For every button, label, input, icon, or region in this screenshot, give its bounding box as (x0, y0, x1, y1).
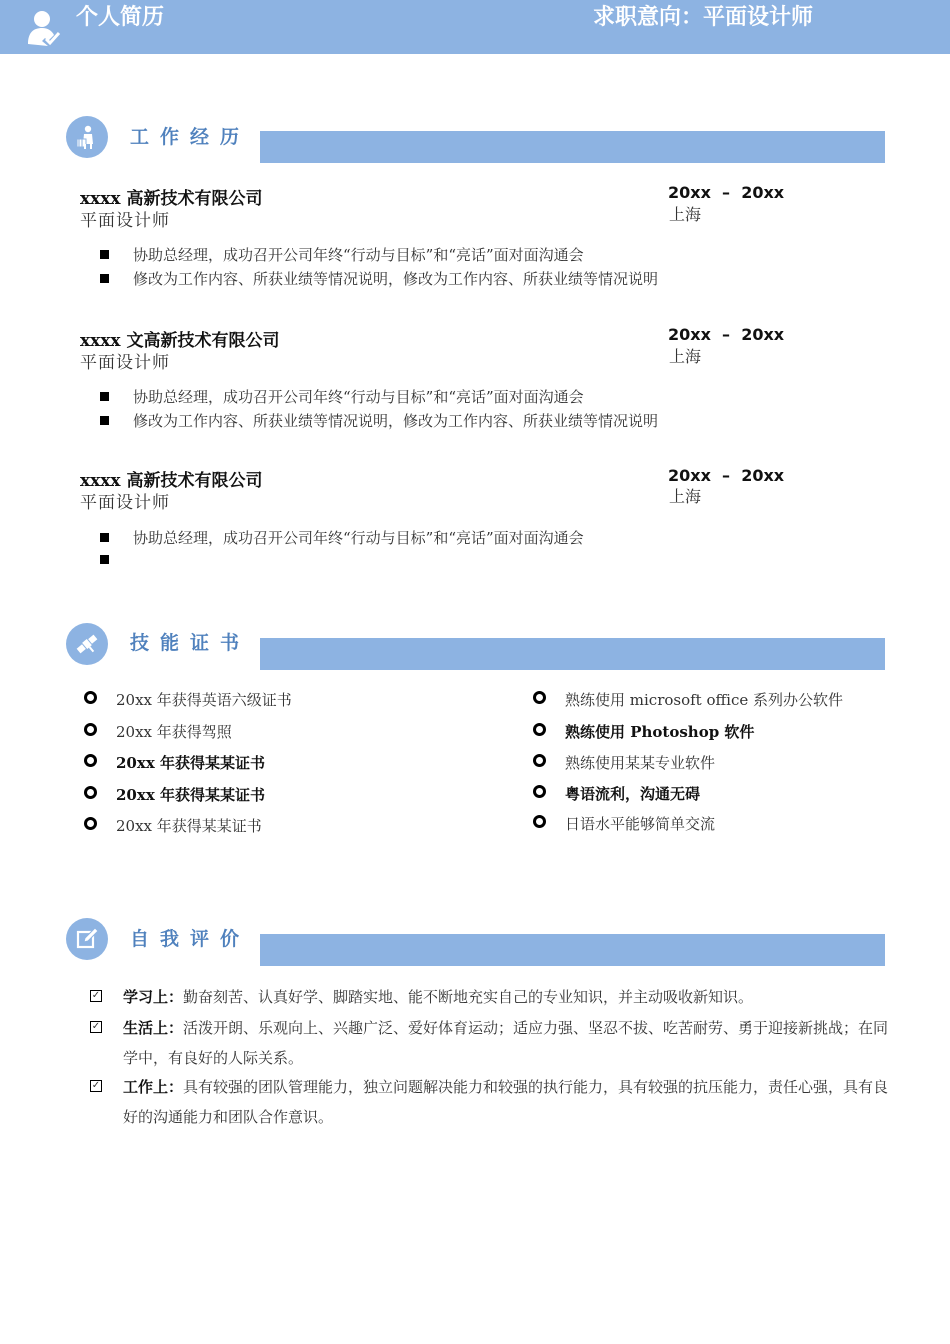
section-title-evaluation: 自我评价 (130, 928, 251, 950)
job-date: 20xx – 20xx (668, 325, 785, 344)
edit-icon (66, 918, 108, 960)
briefcase-person-icon (66, 116, 108, 158)
job-bullet: 修改为工作内容、所获业绩等情况说明，修改为工作内容、所获业绩等情况说明 (100, 267, 658, 291)
skill-item: 20xx 年获得某某证书 (84, 753, 265, 773)
skill-item: 20xx 年获得驾照 (84, 722, 232, 742)
skill-item: 粤语流利，沟通无碍 (533, 784, 700, 804)
job-company: xxxx 高新技术有限公司 (80, 189, 263, 209)
section-title-skills: 技能证书 (130, 632, 251, 654)
resume-title: 个人简历 (76, 5, 165, 30)
skill-item: 日语水平能够简单交流 (533, 814, 715, 834)
job-intent: 求职意向：平面设计师 (593, 5, 814, 30)
user-check-icon (26, 8, 62, 46)
checkbox-icon: ✓ (91, 1080, 101, 1091)
section-bar-skills (260, 638, 885, 670)
job-bullet: 协助总经理，成功召开公司年终“行动与目标”和“亮话”面对面沟通会 (100, 243, 584, 267)
job-bullet: 协助总经理，成功召开公司年终“行动与目标”和“亮话”面对面沟通会 (100, 526, 584, 550)
skill-item: 20xx 年获得某某证书 (84, 816, 262, 836)
job-date: 20xx – 20xx (668, 183, 785, 202)
section-bar-work (260, 131, 885, 163)
evaluation-item: ✓ 工作上：具有较强的团队管理能力，独立问题解决能力和较强的执行能力，具有较强的抗压能力，责任心强，具有良好的沟通能力和团队合作意识。 (91, 1078, 889, 1126)
skill-item: 20xx 年获得某某证书 (84, 785, 265, 805)
evaluation-item: ✓ 生活上：活泼开朗、乐观向上、兴趣广泛、爱好体育运动；适应力强、坚忍不拔、吃苦耐劳、勇于迎接新挑战；在同学中，有良好的人际关系。 (91, 1019, 889, 1067)
job-role: 平面设计师 (80, 211, 170, 231)
job-location: 上海 (669, 347, 702, 366)
job-company: xxxx 高新技术有限公司 (80, 471, 263, 491)
job-role: 平面设计师 (80, 353, 170, 373)
checkbox-icon: ✓ (91, 990, 101, 1001)
checkbox-icon: ✓ (91, 1021, 101, 1032)
job-location: 上海 (669, 205, 702, 224)
skill-item: 熟练使用 microsoft office 系列办公软件 (533, 690, 843, 710)
job-bullet: 修改为工作内容、所获业绩等情况说明，修改为工作内容、所获业绩等情况说明 (100, 409, 658, 433)
job-role: 平面设计师 (80, 493, 170, 513)
skill-item: 熟练使用某某专业软件 (533, 753, 715, 773)
job-bullet: 协助总经理，成功召开公司年终“行动与目标”和“亮话”面对面沟通会 (100, 385, 584, 409)
job-location: 上海 (669, 487, 702, 506)
skill-item: 20xx 年获得英语六级证书 (84, 690, 292, 710)
section-title-work: 工作经历 (130, 126, 251, 148)
job-date: 20xx – 20xx (668, 466, 785, 485)
satellite-icon (66, 623, 108, 665)
skill-item: 熟练使用 Photoshop 软件 (533, 722, 754, 742)
section-bar-evaluation (260, 934, 885, 966)
job-bullet (100, 548, 133, 572)
job-company: xxxx 文高新技术有限公司 (80, 331, 280, 351)
evaluation-item: ✓ 学习上：勤奋刻苦、认真好学、脚踏实地、能不断地充实自己的专业知识，并主动吸收新知识。 (91, 988, 754, 1006)
header-bar (0, 0, 950, 54)
